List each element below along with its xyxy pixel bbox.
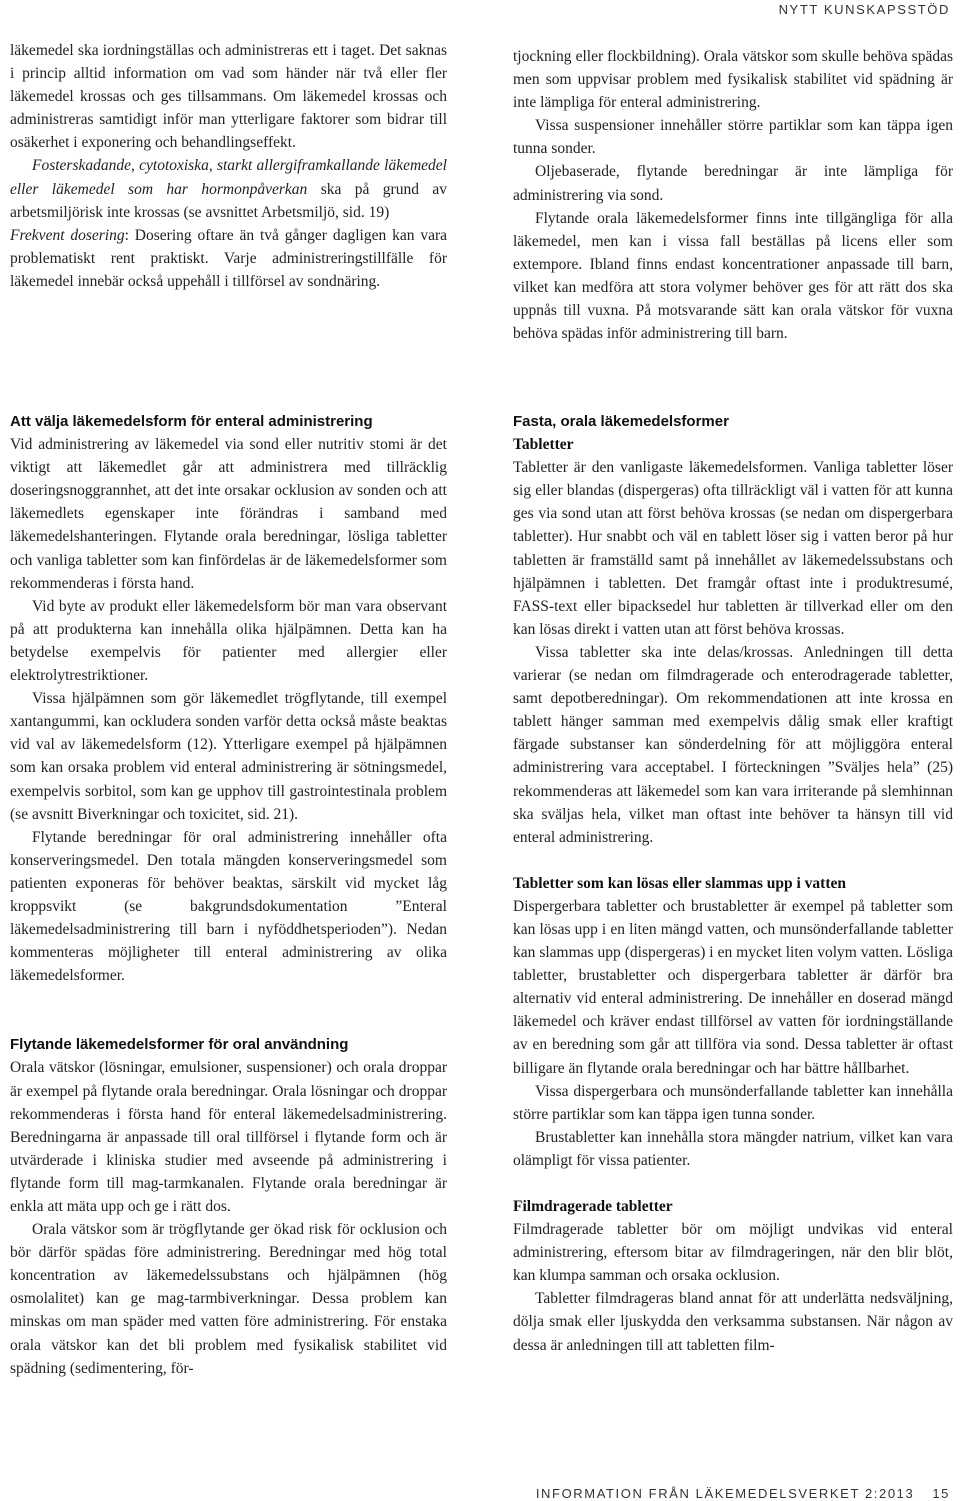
paragraph: Vissa dispergerbara och munsönderfallande tabletter kan innehålla större partiklar som kan täppa igen tunna sonder. [513,1082,953,1123]
paragraph: Vissa tabletter ska inte delas/krossas. Anledningen till detta varierar (se nedan om filmdragerade och enterodragerade tabletter, samt depotberedningar). Om rekommendationen att inte krossa en tablett hänger samman med exempelvis dålig smak eller kraftigt färgade substanser kan sönderdelning för att möjliggöra enteral administrering vara acceptabel. I förteckningen ”Sväljes hela” (25) rekommenderas att läkemedel som kan vara irriterande på slemhinnan ska sväljas hela, vilket man oftast inte behöver ta hänsyn till vid enteral administrering. [513,643,953,846]
top-left-column [10,39,447,293]
paragraph: läkemedel ska iordningställas och administreras ett i taget. Det saknas i princip alltid information om vad som händer när två eller fler läkemedel krossas och ges tillsammans. Om läkemedel krossas och administreras samtidigt inför man ytterligare faktorer som bidrar till osäkerhet i exponering och behandlingseffekt. [10,42,447,152]
page-footer [536,1486,950,1501]
section-heading: Fasta, orala läkemedelsformer [513,413,729,430]
spacer [10,987,447,1033]
paragraph: Flytande orala läkemedelsformer finns inte tillgängliga för alla läkemedel, men kan i vissa fall beställas på licens eller som extempore. Ibland finns endast koncentrationer anpassade till barn, vilket kan medföra att stora volymer behöver ges för att rätt dos ska uppnås till vuxna. På motsvarande sätt kan orala vätskor för vuxna behöva spädas inför administrering till barn. [513,209,953,343]
left-column [10,410,447,1380]
subheading: Filmdragerade tabletter [513,1198,673,1215]
subheading: Tabletter [513,436,574,454]
page-number: 15 [932,1486,950,1501]
right-column [513,410,953,1357]
section-heading: Flytande läkemedelsformer för oral användning [10,1036,349,1054]
top-right-column [513,45,953,345]
section-label: NYTT KUNSKAPSSTÖD [778,2,950,17]
paragraph: Brustabletter kan innehålla stora mängder natrium, vilket kan vara olämpligt för vissa patienter. [513,1128,953,1169]
paragraph: Vid administrering av läkemedel via sond eller nutritiv stomi är det viktigt att läkemedlet går att administrera med tillräcklig doseringsnoggrannhet, att det inte orsakar ocklusion av sonden och att läkemedlets egenskaper inte förändras i samband med läkemedelshanteringen. Flytande orala beredningar, lösliga tabletter och vanliga tabletter som kan finfördelas är de läkemedelsformer som rekommenderas i första hand. [10,436,447,592]
italic-lead: Frekvent dosering [10,226,125,244]
paragraph: Vissa suspensioner innehåller större partiklar som kan täppa igen tunna sonder. [513,117,953,158]
paragraph: Vid byte av produkt eller läkemedelsform bör man vara observant på att produkterna kan innehålla olika hjälpämnen. Detta kan ha betydelse exempelvis för patienter med allergier eller elektrolytrestriktioner. [10,597,447,685]
paragraph: Tabletter filmdrageras bland annat för att underlätta nedsväljning, dölja smak eller ljuskydda den verksamma substansen. När någon av dessa är anledningen till att tabletten film- [513,1290,953,1354]
paragraph [10,154,447,223]
paragraph: Orala vätskor (lösningar, emulsioner, suspensioner) och orala droppar är exempel på flytande orala beredningar. Orala lösningar och droppar rekommenderas i första hand för enteral läkemedelsadministrering. Beredningarna är anpassade till oral tillförsel i flytande form och är utvärderade i kliniska studier med avseende på administrering i flytande form till mag-tarmkanalen. Flytande orala beredningar är enkla att mäta upp och ge i rätt dos. [10,1059,447,1215]
paragraph: tjockning eller flockbildning). Orala vätskor som skulle behöva spädas men som uppvisar problem med fysikalisk stabilitet vid spädning är inte lämpliga för enteral administrering. [513,48,953,112]
paragraph [10,224,447,293]
paragraph-text: ska på grund av arbetsmiljörisk inte krossas (se avsnittet Arbetsmiljö, sid. 19) [10,180,447,221]
paragraph: Dispergerbara tabletter och brustabletter är exempel på tabletter som kan lösas upp i en liten mängd vatten, och munsönderfallande tabletter kan slammas upp (dispergeras) i en mycket liten volym vatten. Lösliga tabletter, brustabletter och dispergerbara tabletter är därför bra alternativ vid enteral administrering. De innehåller en doserad mängd läkemedel och kräver endast tillförsel av vatten för iordningställande av en beredning som går att tillföra via sond. Dessa tabletter är oftast billigare än flytande orala beredningar och har bättre hållbarhet. [513,897,953,1077]
subheading: Tabletter som kan lösas eller slammas upp i vatten [513,874,846,892]
paragraph: Flytande beredningar för oral administrering innehåller ofta konserveringsmedel. Den totala mängden konserveringsmedel som patienten exponeras för behöver beaktas, särskilt vid mycket låg kroppsvikt (se bakgrundsdokumentation ”Enteral läkemedelsadministrering till barn i nyföddhetsperioden”). Nedan kommenteras möjligheter till enteral administrering av olika läkemedelsformer. [10,828,447,985]
spacer [513,1172,953,1195]
paragraph: Tabletter är den vanligaste läkemedelsformen. Vanliga tabletter löser sig eller blandas (dispergeras) ofta tillräckligt väl i vatten för att kunna ges via sond utan att först behöva krossas (se nedan om dispergerbara tabletter). Hur snabbt och väl en tablett löser sig i vatten beror på hur tabletten är framställd samt på innehållet av läkemedelssubstans och hjälpämnen i tabletten. Det framgår oftast inte i produktresumé, FASS-text eller bipacksedel hur tabletten är tillverkad eller om den kan lösas direkt i vatten utan att först behöva krossas. [513,459,953,638]
publication-title: INFORMATION FRÅN LÄKEMEDELSVERKET 2:2013 [535,1486,915,1501]
paragraph: Oljebaserade, flytande beredningar är inte lämpliga för administrering via sond. [513,163,953,204]
paragraph: Vissa hjälpämnen som gör läkemedlet trögflytande, till exempel xantangummi, kan ockludera sonden varför detta också måste beaktas vid val av läkemedelsform (12). Ytterligare exempel på hjälpämnen som kan orsaka problem vid enteral administrering är sötningsmedel, exempelvis sorbitol, som kan ge upphov till gastrointestinala problem (se avsnitt Biverkningar och toxicitet, sid. 21). [10,690,447,823]
paragraph-text: : Dosering oftare än två gånger dagligen kan vara problematiskt rent praktiskt. Varje administreringstillfälle för läkemedel innebär också uppehåll i tillförsel av sondnäring. [10,226,447,290]
section-heading: Att välja läkemedelsform för enteral administrering [10,413,373,430]
paragraph: Filmdragerade tabletter bör om möjligt undvikas vid enteral administrering, eftersom bitar av filmdrageringen, när den blir blöt, kan klumpa samman och orsaka ocklusion. [513,1221,953,1285]
italic-lead: Fosterskadande, cytotoxiska, starkt allergiframkallande läkemedel eller läkemedel som har hormonpåverkan [10,157,447,198]
paragraph: Orala vätskor som är trögflytande ger ökad risk för ocklusion och bör därför spädas före administrering. Beredningar med hög total koncentration av läkemedelssubstans och hjälpämnen (hög osmolalitet) kan ge mag-tarmbiverkningar. Dessa problem kan minskas om man späder med vatten före administrering. För enstaka orala vätskor kan det bli problem med fysikalisk stabilitet vid spädning (sedimentering, för- [10,1221,447,1377]
spacer [513,849,953,872]
